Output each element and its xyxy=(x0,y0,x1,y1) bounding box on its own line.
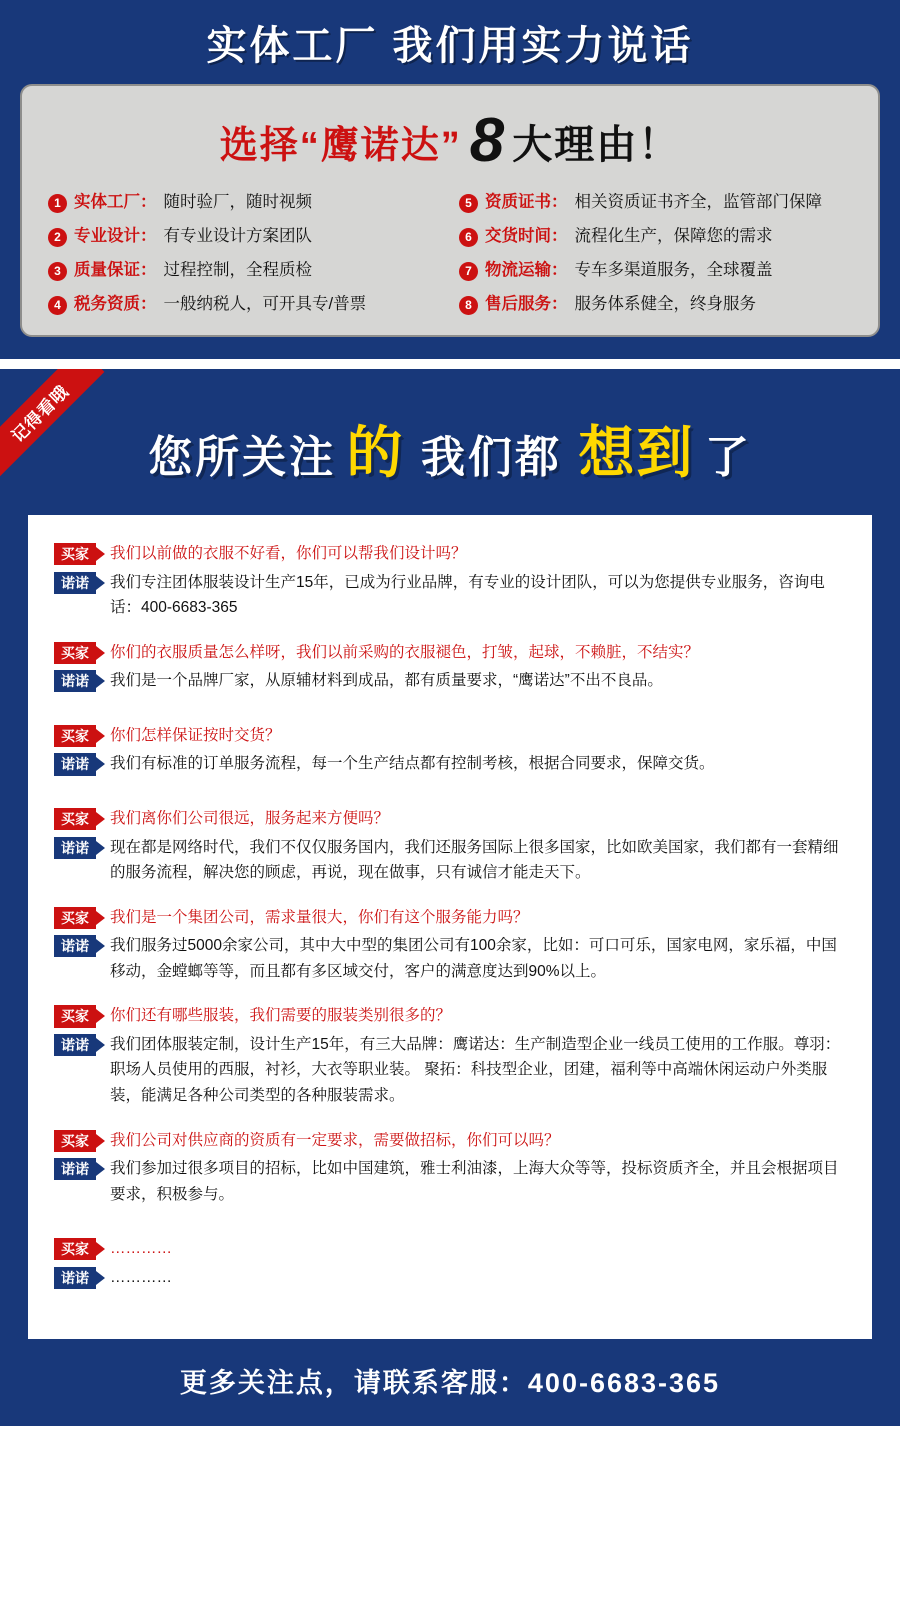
faq-section xyxy=(0,369,900,1426)
faq-answer-line xyxy=(54,1156,846,1210)
faq-answer-line xyxy=(54,835,846,889)
reason-number-badge: 3 xyxy=(48,262,67,281)
faq-answer-line xyxy=(54,570,846,624)
reason-value: 一般纳税人，可开具专/普票 xyxy=(163,295,367,313)
reason-item xyxy=(48,260,441,281)
faq-question-line xyxy=(54,541,846,570)
reason-value: 相关资质证书齐全，监管部门保障 xyxy=(574,193,822,211)
faq-question-text: 你们的衣服质量怎么样呀，我们以前采购的衣服褪色，打皱，起球，不赖脏，不结实？ xyxy=(110,643,700,661)
faq-answer-line xyxy=(54,668,846,697)
reason-item xyxy=(459,226,852,247)
faq-answer-text: 现在都是网络时代，我们不仅仅服务国内，我们还服务国际上很多国家，比如欧美国家，我们都有一套精细的服务流程，解决您的顾虑，再说，现在做事，只有诚信才能走天下。 xyxy=(110,838,839,882)
reason-key: 交货时间： xyxy=(485,227,568,245)
reason-value: 过程控制，全程质检 xyxy=(163,261,312,279)
faq-question-line xyxy=(54,1003,846,1032)
corner-ribbon: 记得看哦 xyxy=(0,369,104,478)
faq-spacer xyxy=(54,796,846,806)
reason-number-badge: 6 xyxy=(459,228,478,247)
faq-answer-text: 我们是一个品牌厂家，从原辅材料到成品，都有质量要求，“鹰诺达”不出不良品。 xyxy=(110,672,663,690)
reason-item xyxy=(459,192,852,213)
faq-answer-text: 我们参加过很多项目的招标，比如中国建筑，雅士利油漆，上海大众等等，投标资质齐全，并且会根据项目要求，积极参与。 xyxy=(110,1160,839,1203)
reply-tag: 诺诺 xyxy=(54,572,96,594)
faq-answer-text: 我们团体服装定制，设计生产15年，有三大品牌：鹰诺达：生产制造型企业一线员工使用的工作服。尊羽：职场人员使用的西服，衬衫，大衣等职业装。 聚拓：科技型企业，团建，福利等中高端休闲运动户外类服装，能满足各种公司类型的各种服装需求。 xyxy=(110,1035,841,1104)
reasons-grid xyxy=(48,188,852,315)
reply-tag: 诺诺 xyxy=(54,1158,96,1180)
faq-answer-line xyxy=(54,933,846,987)
buyer-tag: 买家 xyxy=(54,642,96,664)
faq-item xyxy=(54,1003,846,1127)
reason-item xyxy=(48,294,441,315)
faq-answer-line xyxy=(54,751,846,780)
heading-red-text: 选择“鹰诺达” xyxy=(219,124,462,167)
reason-value: 流程化生产，保障您的需求 xyxy=(574,227,773,245)
faq-question-line xyxy=(54,1128,846,1157)
faq-item xyxy=(54,905,846,1004)
faq-item xyxy=(54,640,846,713)
faq-spacer xyxy=(54,1226,846,1236)
faq-question-line xyxy=(54,723,846,752)
faq-answer-line xyxy=(54,1032,846,1112)
heading-big-number: 8 xyxy=(469,106,505,175)
reply-tag: 诺诺 xyxy=(54,753,96,775)
faq-question-line xyxy=(54,905,846,934)
footer-contact-bar: 更多关注点，请联系客服：400-6683-365 xyxy=(0,1339,900,1426)
faq-question-text: 你们怎样保证按时交货？ xyxy=(110,726,281,744)
reason-number-badge: 5 xyxy=(459,194,478,213)
faq-question-line xyxy=(54,1236,846,1265)
faq-answer-text: 我们专注团体服装设计生产15年，已成为行业品牌，有专业的设计团队，可以为您提供专业服务，咨询电话：400-6683-365 xyxy=(110,573,825,617)
reason-number-badge: 8 xyxy=(459,296,478,315)
reply-tag: 诺诺 xyxy=(54,1034,96,1056)
faq-item xyxy=(54,1236,846,1309)
faq-answer-line xyxy=(54,1265,846,1294)
reason-key: 物流运输： xyxy=(485,261,568,279)
faq-heading-part-5: 了 xyxy=(704,433,752,482)
buyer-tag: 买家 xyxy=(54,808,96,830)
reasons-heading xyxy=(48,104,852,188)
faq-item xyxy=(54,1128,846,1227)
reason-key: 售后服务： xyxy=(485,295,568,313)
heading-black-text: 大理由！ xyxy=(512,122,681,167)
reason-item xyxy=(48,226,441,247)
reason-item xyxy=(459,260,852,281)
faq-question-line xyxy=(54,806,846,835)
reason-key: 税务资质： xyxy=(74,295,157,313)
reason-number-badge: 7 xyxy=(459,262,478,281)
reason-value: 专车多渠道服务，全球覆盖 xyxy=(574,261,773,279)
faq-item xyxy=(54,806,846,905)
buyer-tag: 买家 xyxy=(54,725,96,747)
reason-item xyxy=(48,192,441,213)
reply-tag: 诺诺 xyxy=(54,935,96,957)
reason-key: 资质证书： xyxy=(485,193,568,211)
faq-spacer xyxy=(54,713,846,723)
faq-heading xyxy=(0,369,900,515)
faq-card xyxy=(28,515,872,1339)
reason-number-badge: 2 xyxy=(48,228,67,247)
faq-question-text: 你们还有哪些服装，我们需要的服装类别很多的？ xyxy=(110,1007,452,1025)
reply-tag: 诺诺 xyxy=(54,1267,96,1289)
reason-key: 质量保证： xyxy=(74,261,157,279)
faq-question-line xyxy=(54,640,846,669)
section-one-title: 实体工厂 我们用实力说话 xyxy=(206,24,694,68)
reply-tag: 诺诺 xyxy=(54,837,96,859)
reason-number-badge: 1 xyxy=(48,194,67,213)
reason-item xyxy=(459,294,852,315)
faq-question-text: 我们离你们公司很远，服务起来方便吗？ xyxy=(110,809,390,827)
reason-value: 服务体系健全，终身服务 xyxy=(574,295,756,313)
reason-key: 专业设计： xyxy=(74,227,157,245)
faq-question-text: ………… xyxy=(110,1240,172,1258)
faq-heading-part-3: 我们都 xyxy=(421,433,562,482)
faq-answer-text: ………… xyxy=(110,1268,172,1286)
buyer-tag: 买家 xyxy=(54,1005,96,1027)
faq-heading-part-1: 您所关注 xyxy=(148,433,337,482)
reply-tag: 诺诺 xyxy=(54,670,96,692)
buyer-tag: 买家 xyxy=(54,1238,96,1260)
buyer-tag: 买家 xyxy=(54,543,96,565)
faq-question-text: 我们以前做的衣服不好看，你们可以帮我们设计吗？ xyxy=(110,545,467,562)
faq-item xyxy=(54,541,846,640)
faq-answer-text: 我们有标准的订单服务流程，每一个生产结点都有控制考核，根据合同要求，保障交货。 xyxy=(110,755,715,773)
reason-key: 实体工厂： xyxy=(74,193,157,211)
faq-answer-text: 我们服务过5000余家公司，其中大中型的集团公司有100余家，比如：可口可乐，国家电网，家乐福，中国移动，金螳螂等等，而且都有多区域交付，客户的满意度达到90%以上。 xyxy=(110,937,837,980)
buyer-tag: 买家 xyxy=(54,907,96,929)
faq-heading-part-4: 想到 xyxy=(578,421,695,484)
reasons-card xyxy=(20,84,880,337)
reasons-section xyxy=(0,0,900,359)
faq-heading-part-2: 的 xyxy=(346,421,405,484)
faq-item xyxy=(54,723,846,796)
faq-question-text: 我们公司对供应商的资质有一定要求，需要做招标，你们可以吗？ xyxy=(110,1131,560,1149)
section-divider xyxy=(0,359,900,369)
reason-value: 随时验厂，随时视频 xyxy=(163,193,312,211)
faq-question-text: 我们是一个集团公司，需求量很大，你们有这个服务能力吗？ xyxy=(110,908,529,926)
buyer-tag: 买家 xyxy=(54,1130,96,1152)
reason-value: 有专业设计方案团队 xyxy=(163,227,312,245)
reason-number-badge: 4 xyxy=(48,296,67,315)
